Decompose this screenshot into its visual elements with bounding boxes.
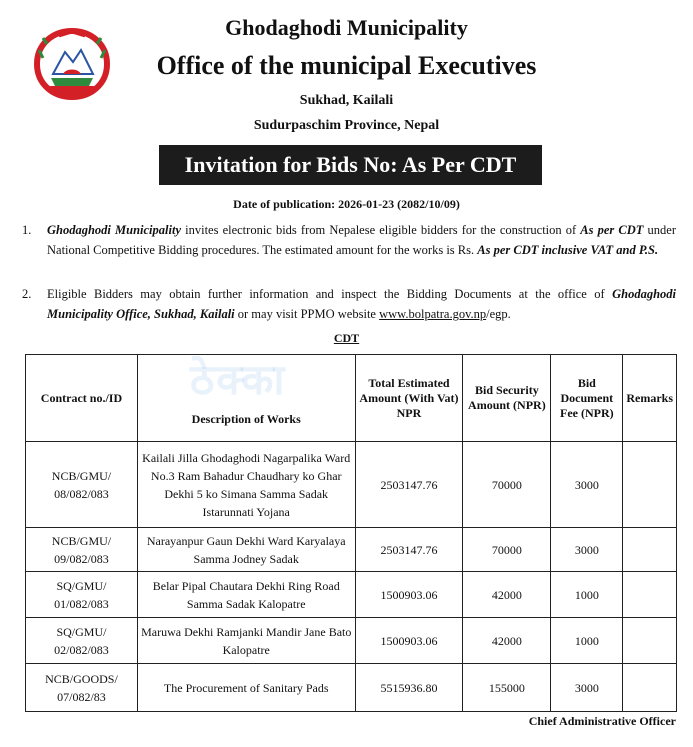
- paragraph-text: [47, 284, 676, 324]
- cell-estimated: 2503147.76: [355, 528, 463, 572]
- cell-contract: SQ/GMU/ 02/082/083: [26, 618, 138, 664]
- notice-title-bar: [159, 145, 542, 185]
- text-segment: under National Competitive Bidding procedures. The estimated amount for the works is Rs.: [47, 223, 676, 257]
- cell-estimated: 5515936.80: [355, 664, 463, 712]
- paragraph-number: 2.: [22, 287, 32, 301]
- paragraph-2: [22, 284, 676, 324]
- cell-description: Kailali Jilla Ghodaghodi Nagarpalika Ward No.3 Ram Bahadur Chaudhary ko Ghar Dekhi 5 ko Simana Samma Sadak Istarunnati Yojana: [137, 442, 355, 528]
- header-description: Description of Works: [137, 355, 355, 442]
- cell-remarks: [623, 442, 677, 528]
- cell-description: Maruwa Dekhi Ramjanki Mandir Jane Bato Kalopatre: [137, 618, 355, 664]
- table-row: [26, 618, 677, 664]
- paragraph-1: [22, 220, 676, 260]
- cell-description: The Procurement of Sanitary Pads: [137, 664, 355, 712]
- text-segment: invites electronic bids from Nepalese eligible bidders for the construction of: [181, 223, 581, 237]
- paragraph-number: 1.: [22, 223, 32, 237]
- ppmo-website-link[interactable]: www.bolpatra.gov.np: [379, 307, 487, 321]
- table-caption: CDT: [333, 331, 360, 345]
- cell-security: 70000: [463, 528, 551, 572]
- cell-estimated: 2503147.76: [355, 442, 463, 528]
- office-location: Ghodaghodi Municipality Office, Sukhad, Kailali: [47, 287, 676, 321]
- cell-security: 155000: [463, 664, 551, 712]
- header-security: Bid Security Amount (NPR): [463, 355, 551, 442]
- cell-fee: 1000: [551, 572, 623, 618]
- office-address: Sukhad, Kailali: [299, 93, 394, 108]
- cell-contract: NCB/GMU/ 08/082/083: [26, 442, 138, 528]
- office-name: Office of the municipal Executives: [156, 51, 537, 80]
- header-estimated: Total Estimated Amount (With Vat) NPR: [355, 355, 463, 442]
- municipality-name: Ghodaghodi Municipality: [225, 15, 468, 40]
- bids-table: [25, 354, 677, 712]
- cell-fee: 3000: [551, 442, 623, 528]
- text-segment: Eligible Bidders may obtain further information and inspect the Bidding Documents at the office of: [47, 287, 613, 301]
- cell-remarks: [623, 664, 677, 712]
- cell-remarks: [623, 572, 677, 618]
- org-name: Ghodaghodi Municipality: [47, 223, 181, 237]
- amount-value: As per CDT inclusive VAT and P.S.: [477, 243, 659, 257]
- header-contract: Contract no./ID: [26, 355, 138, 442]
- table-row: [26, 572, 677, 618]
- paragraph-text: [47, 220, 676, 260]
- cell-remarks: [623, 618, 677, 664]
- cell-fee: 1000: [551, 618, 623, 664]
- table-row: [26, 442, 677, 528]
- text-segment: /egp.: [486, 307, 511, 321]
- cell-security: 70000: [463, 442, 551, 528]
- watermark-logo: ठेक्का: [190, 355, 287, 404]
- cell-contract: NCB/GOODS/ 07/082/83: [26, 664, 138, 712]
- publication-date: Date of publication: 2026-01-23 (2082/10/09): [233, 197, 460, 211]
- header-fee: Bid Document Fee (NPR): [551, 355, 623, 442]
- cell-contract: SQ/GMU/ 01/082/083: [26, 572, 138, 618]
- cell-security: 42000: [463, 572, 551, 618]
- cell-security: 42000: [463, 618, 551, 664]
- works-value: As per CDT: [580, 223, 644, 237]
- cell-estimated: 1500903.06: [355, 618, 463, 664]
- cell-fee: 3000: [551, 664, 623, 712]
- cell-estimated: 1500903.06: [355, 572, 463, 618]
- notice-title: Invitation for Bids No: As Per CDT: [184, 152, 517, 177]
- cell-description: Narayanpur Gaun Dekhi Ward Karyalaya Samma Jodney Sadak: [137, 528, 355, 572]
- table-row: [26, 528, 677, 572]
- cell-remarks: [623, 528, 677, 572]
- signatory-title: Chief Administrative Officer: [528, 714, 676, 728]
- province-line: Sudurpaschim Province, Nepal: [253, 118, 440, 133]
- text-segment: or may visit PPMO website: [234, 307, 380, 321]
- table-header-row: [26, 355, 677, 442]
- header-remarks: Remarks: [623, 355, 677, 442]
- table-row: [26, 664, 677, 712]
- cell-fee: 3000: [551, 528, 623, 572]
- cell-description: Belar Pipal Chautara Dekhi Ring Road Samma Sadak Kalopatre: [137, 572, 355, 618]
- cell-contract: NCB/GMU/ 09/082/083: [26, 528, 138, 572]
